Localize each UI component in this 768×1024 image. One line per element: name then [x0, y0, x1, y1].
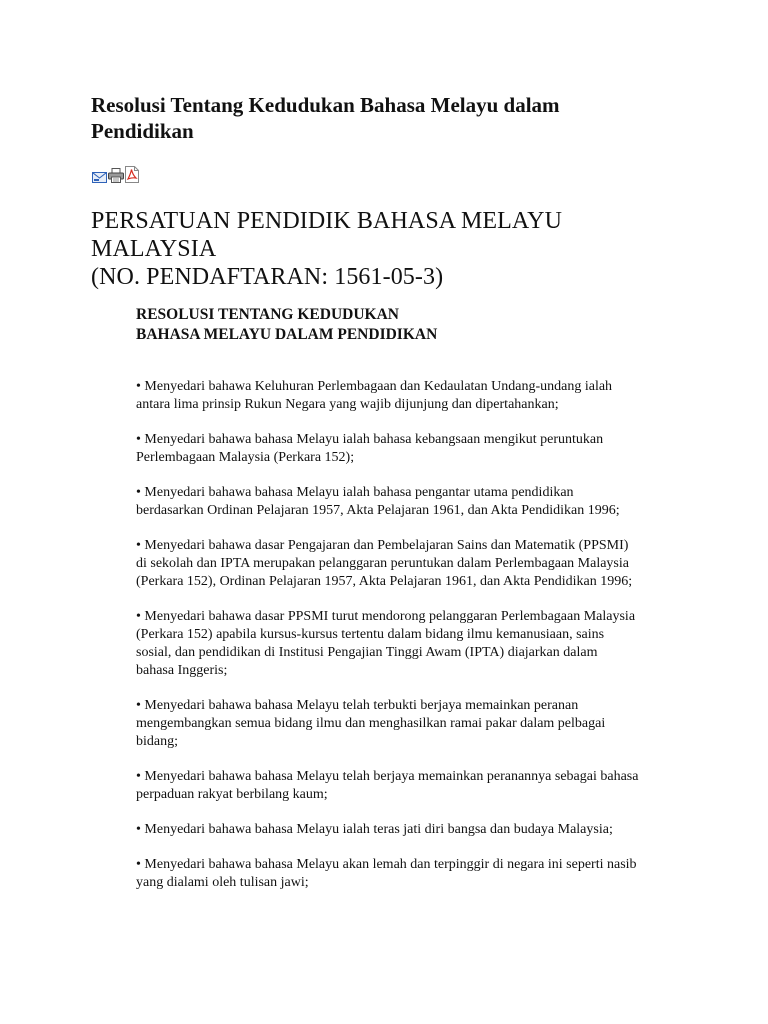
- resolution-item: [136, 768, 681, 804]
- resolution-line: bahasa Inggeris;: [136, 663, 228, 678]
- email-icon[interactable]: [92, 170, 107, 188]
- resolution-item: [136, 697, 681, 751]
- subheading-line-1: RESOLUSI TENTANG KEDUDUKAN: [136, 306, 399, 323]
- resolution-line: Perlembagaan Malaysia (Perkara 152);: [136, 450, 355, 465]
- resolution-line: yang dialami oleh tulisan jawi;: [136, 875, 309, 890]
- resolution-line: antara lima prinsip Rukun Negara yang wajib dijunjung dan dipertahankan;: [136, 397, 559, 412]
- resolution-line: berdasarkan Ordinan Pelajaran 1957, Akta Pelajaran 1961, dan Akta Pendidikan 1996;: [136, 503, 620, 518]
- pdf-icon[interactable]: [125, 166, 139, 188]
- page-title-line-2: Pendidikan: [91, 119, 194, 143]
- resolution-item: [136, 537, 681, 591]
- resolution-item: [136, 378, 681, 414]
- resolution-line: • Menyedari bahawa bahasa Melayu ialah teras jati diri bangsa dan budaya Malaysia;: [136, 822, 613, 837]
- resolution-item: [136, 484, 681, 520]
- organization-heading: [91, 207, 711, 291]
- resolution-line: • Menyedari bahawa bahasa Melayu telah berjaya memainkan peranannya sebagai bahasa: [136, 769, 639, 784]
- resolution-line: • Menyedari bahawa bahasa Melayu ialah bahasa kebangsaan mengikut peruntukan: [136, 432, 604, 447]
- print-icon[interactable]: [108, 168, 124, 188]
- resolution-line: mengembangkan semua bidang ilmu dan menghasilkan ramai pakar dalam pelbagai: [136, 716, 606, 731]
- resolution-line: perpaduan rakyat berbilang kaum;: [136, 787, 328, 802]
- registration-number: (NO. PENDAFTARAN: 1561-05-3): [91, 264, 444, 290]
- page-title-line-1: Resolusi Tentang Kedudukan Bahasa Melayu dalam: [91, 93, 560, 117]
- organization-name-line-2: MALAYSIA: [91, 236, 217, 262]
- resolution-item: [136, 608, 681, 680]
- resolution-line: • Menyedari bahawa bahasa Melayu ialah bahasa pengantar utama pendidikan: [136, 485, 574, 500]
- resolution-line: • Menyedari bahawa dasar Pengajaran dan Pembelajaran Sains dan Matematik (PPSMI): [136, 538, 629, 553]
- subheading-line-2: BAHASA MELAYU DALAM PENDIDIKAN: [136, 326, 438, 343]
- resolution-line: sosial, dan pendidikan di Institusi Pengajian Tinggi Awam (IPTA) diajarkan dalam: [136, 645, 598, 660]
- resolution-item: [136, 856, 681, 892]
- resolution-line: (Perkara 152) apabila kursus-kursus tertentu dalam bidang ilmu kemanusiaan, sains: [136, 627, 605, 642]
- resolution-item: [136, 821, 681, 839]
- resolution-line: bidang;: [136, 734, 178, 749]
- resolution-line: • Menyedari bahawa bahasa Melayu akan lemah dan terpinggir di negara ini seperti nasib: [136, 857, 637, 872]
- resolution-line: • Menyedari bahawa Keluhuran Perlembagaan dan Kedaulatan Undang-undang ialah: [136, 379, 613, 394]
- resolution-subheading: [136, 305, 696, 345]
- resolution-line: (Perkara 152), Ordinan Pelajaran 1957, Akta Pelajaran 1961, dan Akta Pendidikan 1996;: [136, 574, 633, 589]
- resolution-line: • Menyedari bahawa dasar PPSMI turut mendorong pelanggaran Perlembagaan Malaysia: [136, 609, 636, 624]
- page-title: [91, 92, 691, 144]
- article-toolbar: [92, 170, 139, 188]
- resolution-line: di sekolah dan IPTA merupakan pelanggaran peruntukan dalam Perlembagaan Malaysia: [136, 556, 629, 571]
- resolution-item: [136, 431, 681, 467]
- resolution-list: [136, 378, 681, 909]
- resolution-line: • Menyedari bahawa bahasa Melayu telah terbukti berjaya memainkan peranan: [136, 698, 579, 713]
- organization-name-line-1: PERSATUAN PENDIDIK BAHASA MELAYU: [91, 208, 563, 234]
